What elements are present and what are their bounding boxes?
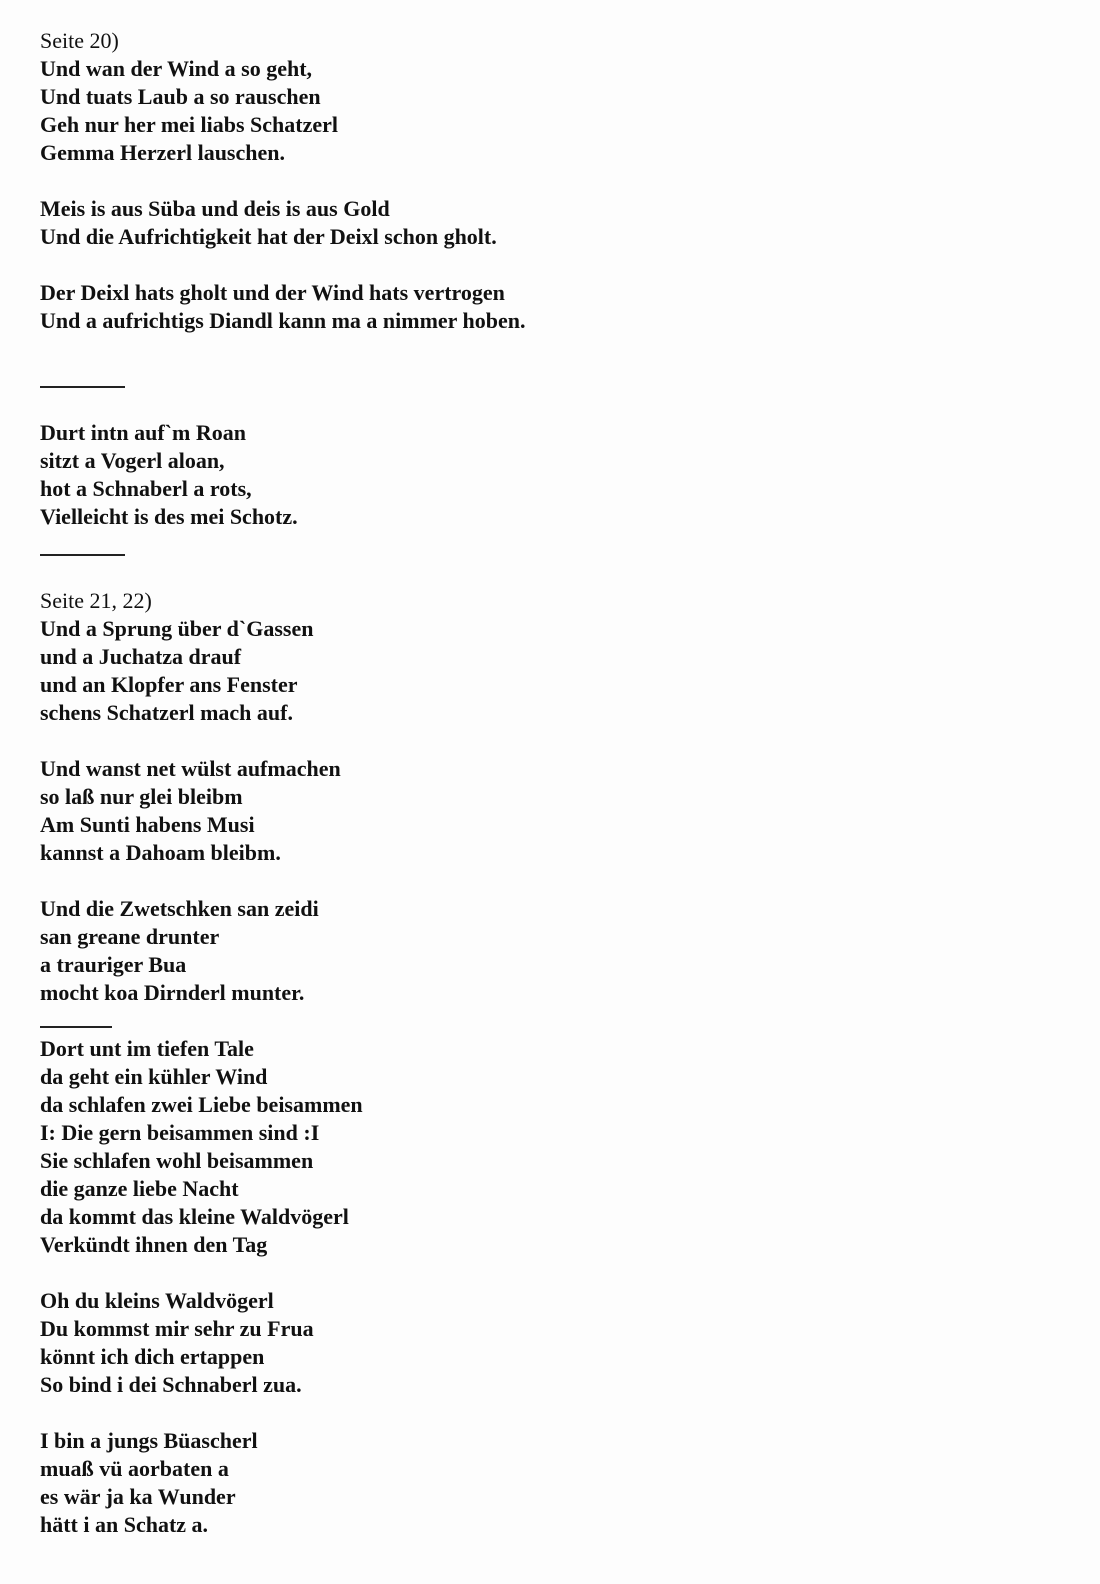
verse-line: Oh du kleins Waldvögerl [40, 1288, 274, 1313]
verse-line: Geh nur her mei liabs Schatzerl [40, 112, 339, 137]
verse-line: hätt i an Schatz a. [40, 1512, 209, 1537]
verse [40, 419, 1020, 531]
section-divider [40, 531, 1020, 559]
verse-line: Und a aufrichtigs Diandl kann ma a nimmer hoben. [40, 308, 526, 333]
verse-line: Verkündt ihnen den Tag [40, 1232, 268, 1257]
verse-line: Der Deixl hats gholt und der Wind hats vertrogen [40, 280, 505, 305]
verse-line: kannst a Dahoam bleibm. [40, 840, 281, 865]
verse-line: muaß vü aorbaten a [40, 1456, 229, 1481]
verse-line: I bin a jungs Büascherl [40, 1428, 258, 1453]
verse-line: könnt ich dich ertappen [40, 1344, 265, 1369]
verse-line: die ganze liebe Nacht [40, 1176, 239, 1201]
verse-line: da kommt das kleine Waldvögerl [40, 1204, 349, 1229]
verse-line: so laß nur glei bleibm [40, 784, 243, 809]
section-heading: Seite 21, 22) [40, 588, 152, 613]
verse-line: und an Klopfer ans Fenster [40, 672, 298, 697]
verse-line: hot a Schnaberl a rots, [40, 476, 252, 501]
verse-line: Meis is aus Süba und deis is aus Gold [40, 196, 390, 221]
verse-line: Und die Zwetschken san zeidi [40, 896, 319, 921]
verse [40, 895, 1020, 1007]
verse-line: mocht koa Dirnderl munter. [40, 980, 305, 1005]
verse-line: sitzt a Vogerl aloan, [40, 448, 225, 473]
verse-line: Am Sunti habens Musi [40, 812, 255, 837]
verse [40, 1035, 1020, 1259]
verse-line: und a Juchatza drauf [40, 644, 242, 669]
verse-line: I: Die gern beisammen sind :I [40, 1120, 320, 1145]
verse-line: a trauriger Bua [40, 952, 187, 977]
verse-line: Dort unt im tiefen Tale [40, 1036, 254, 1061]
section-divider [40, 1007, 1020, 1035]
verse-line: es wär ja ka Wunder [40, 1484, 236, 1509]
verse-line: da geht ein kühler Wind [40, 1064, 268, 1089]
verse [40, 279, 1020, 335]
verse-line: Durt intn auf`m Roan [40, 420, 246, 445]
verse-line: Vielleicht is des mei Schotz. [40, 504, 298, 529]
section-divider [40, 363, 1020, 391]
verse-line: Und wan der Wind a so geht, [40, 56, 313, 81]
verse [40, 755, 1020, 867]
verse-line: So bind i dei Schnaberl zua. [40, 1372, 302, 1397]
section-heading: Seite 20) [40, 28, 119, 53]
verse [40, 1287, 1020, 1399]
verse-line: Du kommst mir sehr zu Frua [40, 1316, 314, 1341]
verse-line: Und tuats Laub a so rauschen [40, 84, 321, 109]
verse-line: Und wanst net wülst aufmachen [40, 756, 341, 781]
verse [40, 615, 1020, 727]
verse [40, 55, 1020, 167]
verse-line: Und a Sprung über d`Gassen [40, 616, 314, 641]
verse [40, 195, 1020, 251]
verse-line: schens Schatzerl mach auf. [40, 700, 293, 725]
verse-line: Sie schlafen wohl beisammen [40, 1148, 314, 1173]
verse-line: Gemma Herzerl lauschen. [40, 140, 285, 165]
verse-line: da schlafen zwei Liebe beisammen [40, 1092, 363, 1117]
verse [40, 1427, 1020, 1539]
verse-line: Und die Aufrichtigkeit hat der Deixl schon gholt. [40, 224, 497, 249]
verse-line: san greane drunter [40, 924, 220, 949]
document-page [40, 27, 1020, 1539]
